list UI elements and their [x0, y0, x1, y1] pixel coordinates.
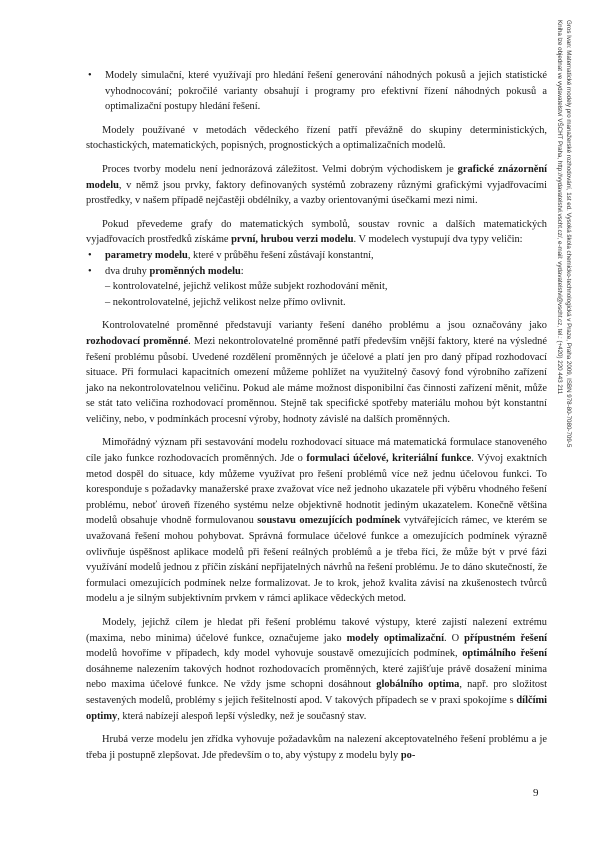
dash-item-controllable: – kontrolovatelné, jejichž velikost může subjekt rozhodování měnit, [105, 281, 388, 293]
paragraph-first-version: Pokud převedeme grafy do matematických symbolů, soustav rovnic a dalších matematických vyjadřovacích prostředků získáme první, hrubou verzi modelu. V modelech vystupují dva typy veličin: [86, 218, 547, 246]
paragraph-model-creation: Proces tvorby modelu není jednorázová záležitost. Velmi dobrým východiskem je grafické znázornění modelu, v němž jsou prvky, faktory definovaných systémů zobrazeny různými grafickými vyjadřovacími prostředky, v našem případě nejčastěji obdélníky, a vazby orientovanými úsečkami mezi nimi. [86, 163, 547, 207]
list-item-variables: • dva druhy proměnných modelu: [86, 264, 547, 280]
paragraph-decision-variables: Kontrolovatelné proměnné představují varianty řešení daného problému a jsou označovány jako rozhodovací proměnné. Mezi nekontrolovatelné proměnné patří především vnější faktory, které na výsledné řešení problému působí. Uvedené rozdělení proměnných je účelové a platí jen pro daný případ rozhodovací situace. Při formulaci kapacitních omezení můžeme pohlížet na využitelný časový fond výrobního zařízení jako na nekontrolovatelnou veličinu. Pokud ale máme možnost disponibilní čas činnosti zařízení měnit, může se stát tato veličina rozhodovací proměnnou. Stejně tak specifické spotřeby materiálu mohou být konstantní veličiny, nebo, v podmínkách procesní výroby, hodnoty závislé na dalších proměnných. [86, 320, 547, 425]
side-imprint-line-1: Gros Ivan: Matematické modely pro manažerské rozhodování, 1st ed. Vysoká škola chemicko-technologická v Praze, Praha 2009, ISBN 978-80-7080-709-5 [565, 20, 572, 448]
page-body [86, 68, 547, 763]
page-number: 9 [533, 787, 539, 799]
paragraph-model-types: Modely používané v metodách vědeckého řízení patří převážně do skupiny deterministických, stochastických, matematických, popisných, prognostických a optimalizačních modelů. [86, 124, 547, 152]
list-item-simulation-models: • Modely simulační, které využívají pro hledání řešení generování náhodných pokusů a jejich statistické vyhodnocování; pokročilé varianty obsahují i programy pro efektivní řízení náhodných pokusů a optimalizační postupy hledání řešení. [86, 68, 547, 115]
bullet-list-variables [86, 248, 547, 279]
paragraph-optimization-models: Modely, jejichž cílem je hledat při řešení problému takové výstupy, které zajistí nalezení extrému (maxima, nebo minima) účelové funkce, označujeme jako modely optimalizační. O přípustném řešení modelů hovoříme v případech, kdy model vyhovuje soustavě omezujících podmínek, optimálního řešení dosáhneme nalezením takových hodnot rozhodovacích proměnných, které zajišťuje právě dosažení minima nebo maxima účelové funkce. Ne vždy jsme schopni dosáhnout globálního optima, např. pro složitost sestavených modelů, problémy s jejich řešitelností apod. V takových případech se v praxi spokojíme s dílčími optimy, která nabízejí alespoň lepší výsledky, než je současný stav. [86, 617, 548, 722]
dash-item-uncontrollable: – nekontrolovatelné, jejichž velikost nelze přímo ovlivnit. [105, 296, 346, 308]
side-imprint-line-2: Kniha lze objednat ve vydavatelství VŠCHT Praha, http://vydavatelstvi.vscht.cz/, e-mail: vydavatelstvi@vscht.cz, tel.: (+420) 220 443 211 [556, 20, 563, 395]
side-imprint [555, 20, 600, 620]
list-item-parameters: • parametry modelu, které v průběhu řešení zůstávají konstantní, [86, 248, 547, 264]
bullet-list-top [86, 68, 547, 115]
side-imprint-text [555, 20, 573, 620]
paragraph-rough-version: Hrubá verze modelu jen zřídka vyhovuje požadavkům na nalezení akceptovatelného řešení problému a je třeba ji postupně zlepšovat. Jde především o to, aby výstupy z modelu byly po- [86, 734, 547, 761]
paragraph-objective-function: Mimořádný význam při sestavování modelu rozhodovací situace má matematická formulace stanoveného cíle jako funkce rozhodovacích proměnných. Jde o formulaci účelové, kriteriální funkce. Vývoj exaktních metod dospěl do situace, kdy můžeme využívat pro řešení problémů více než jednu účelovou funkci. To koresponduje s požadavky manažerské praxe zvažovat více než jednoho ukazatele při výběru vhodného řešení problému, neboť úroveň řízeného systému nelze objektivně hodnotit jediným ukazatelem. Konečně většina modelů obsahuje vhodně formulovanou soustavu omezujících podmínek vytvářejících rámec, ve kterém se uvažovaná řešení mohou pohybovat. Správná formulace účelové funkce a omezujících podmínek výrazně ovlivňuje úspěšnost aplikace modelů při řešení reálných problémů a je třeba říci, že může být v prvé fázi využívání modelů jednou z příčin získání nepřijatelných návrhů na řešení problému. Je to dáno skutečností, že formulaci omezujících podmínek nelze formalizovat. Je to krok, jehož kvalita závisí na zkušenostech tvůrců modelu a je silným subjektivním prvkem v rámci aplikace vědeckých metod. [86, 437, 547, 605]
